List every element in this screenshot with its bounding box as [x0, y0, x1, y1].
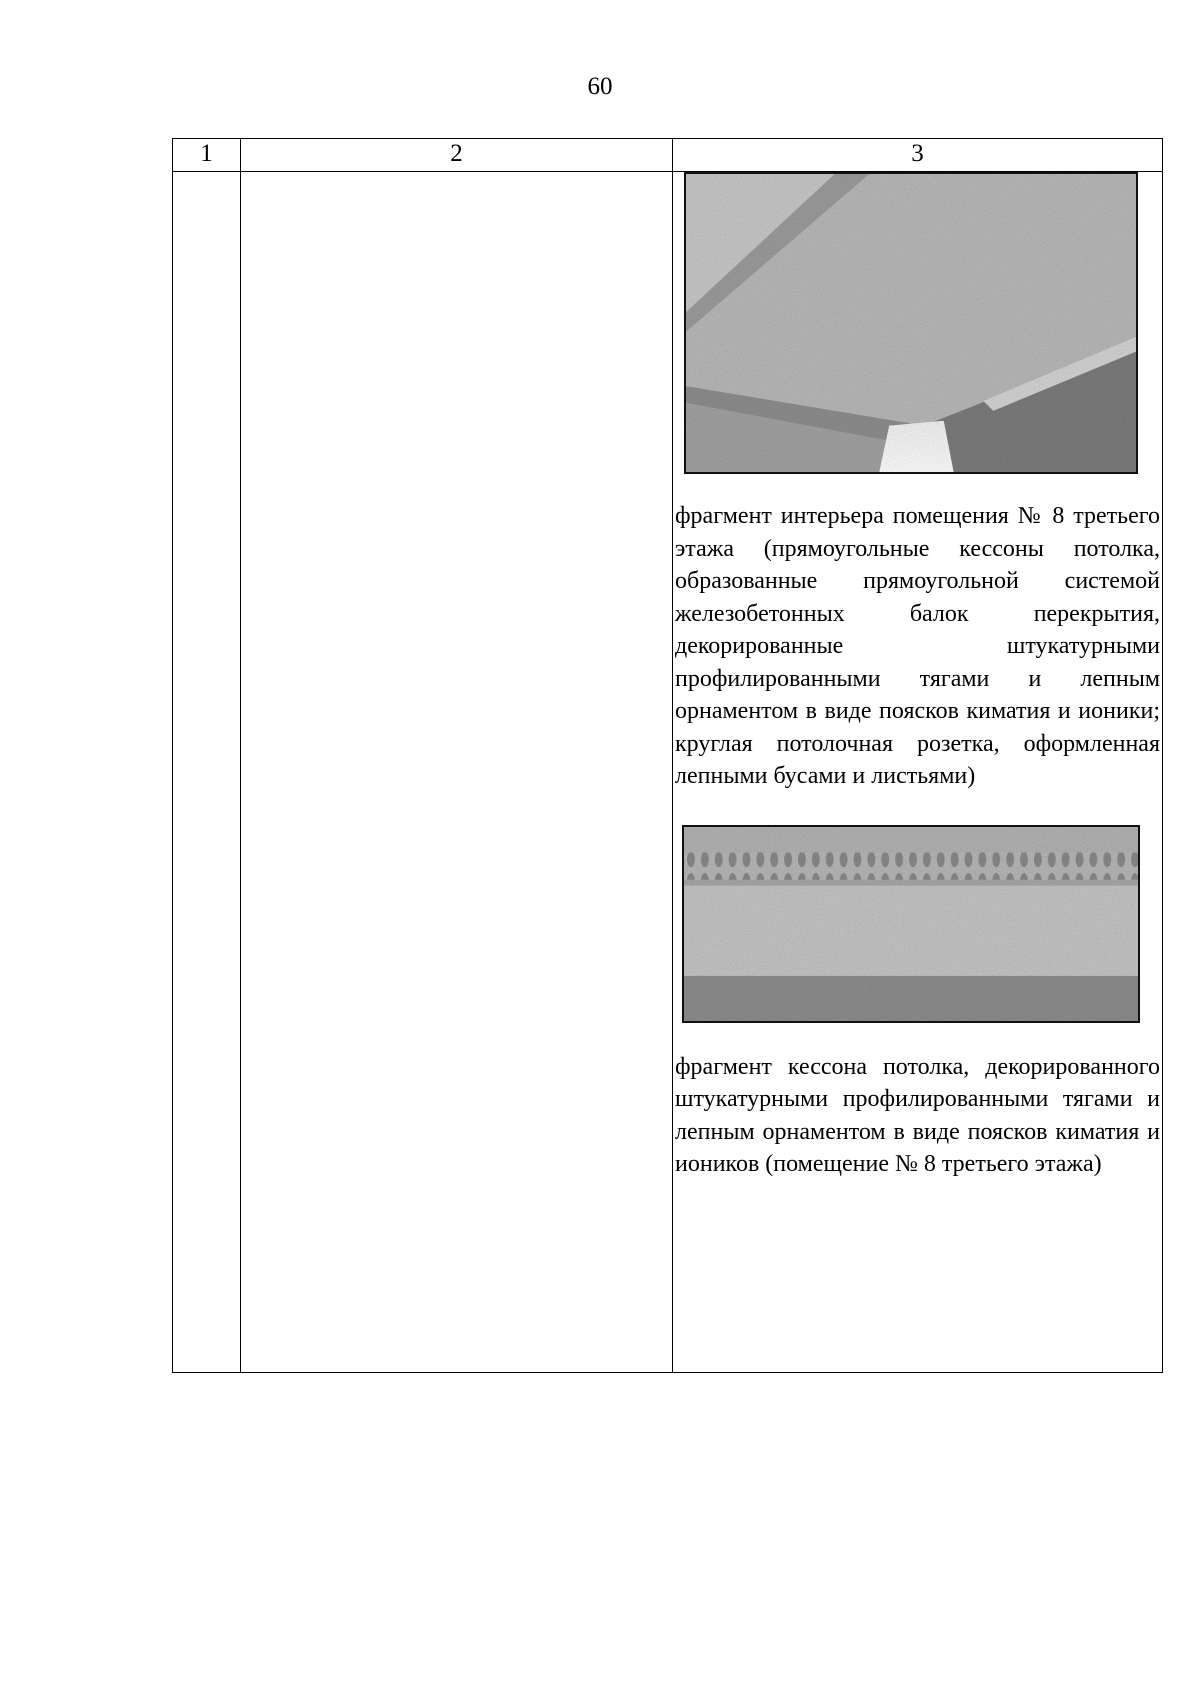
photo-1-caption: фрагмент интерьера помещения № 8 третьего этажа (прямоугольные кессоны потолка, образованные прямоугольной системой железобетонных балок перекрытия, декорированные штукатурными профилированными тягами и лепным орнаментом в виде поясков киматия и ионики; круглая потолочная розетка, оформленная лепными бусами и листьями): [675, 503, 1160, 789]
row-cell-3: [673, 172, 1163, 1373]
photo-2-caption: фрагмент кессона потолка, декорированного штукатурными профилированными тягами и лепным орнаментом в виде поясков киматия и иоников (помещение № 8 третьего этажа): [675, 1053, 1160, 1177]
coffer-molding-photo: [682, 825, 1140, 1023]
header-cell-1: 1: [173, 139, 241, 172]
page-number: 60: [587, 73, 613, 100]
row-cell-2: [241, 172, 673, 1373]
header-cell-3: 3: [673, 139, 1163, 172]
ceiling-coffer-photo: [684, 172, 1138, 474]
table-row: [173, 172, 1163, 1373]
monument-table: [172, 138, 1163, 1373]
table-header-row: [173, 139, 1163, 172]
row-cell-1: [173, 172, 241, 1373]
header-cell-2: 2: [241, 139, 673, 172]
